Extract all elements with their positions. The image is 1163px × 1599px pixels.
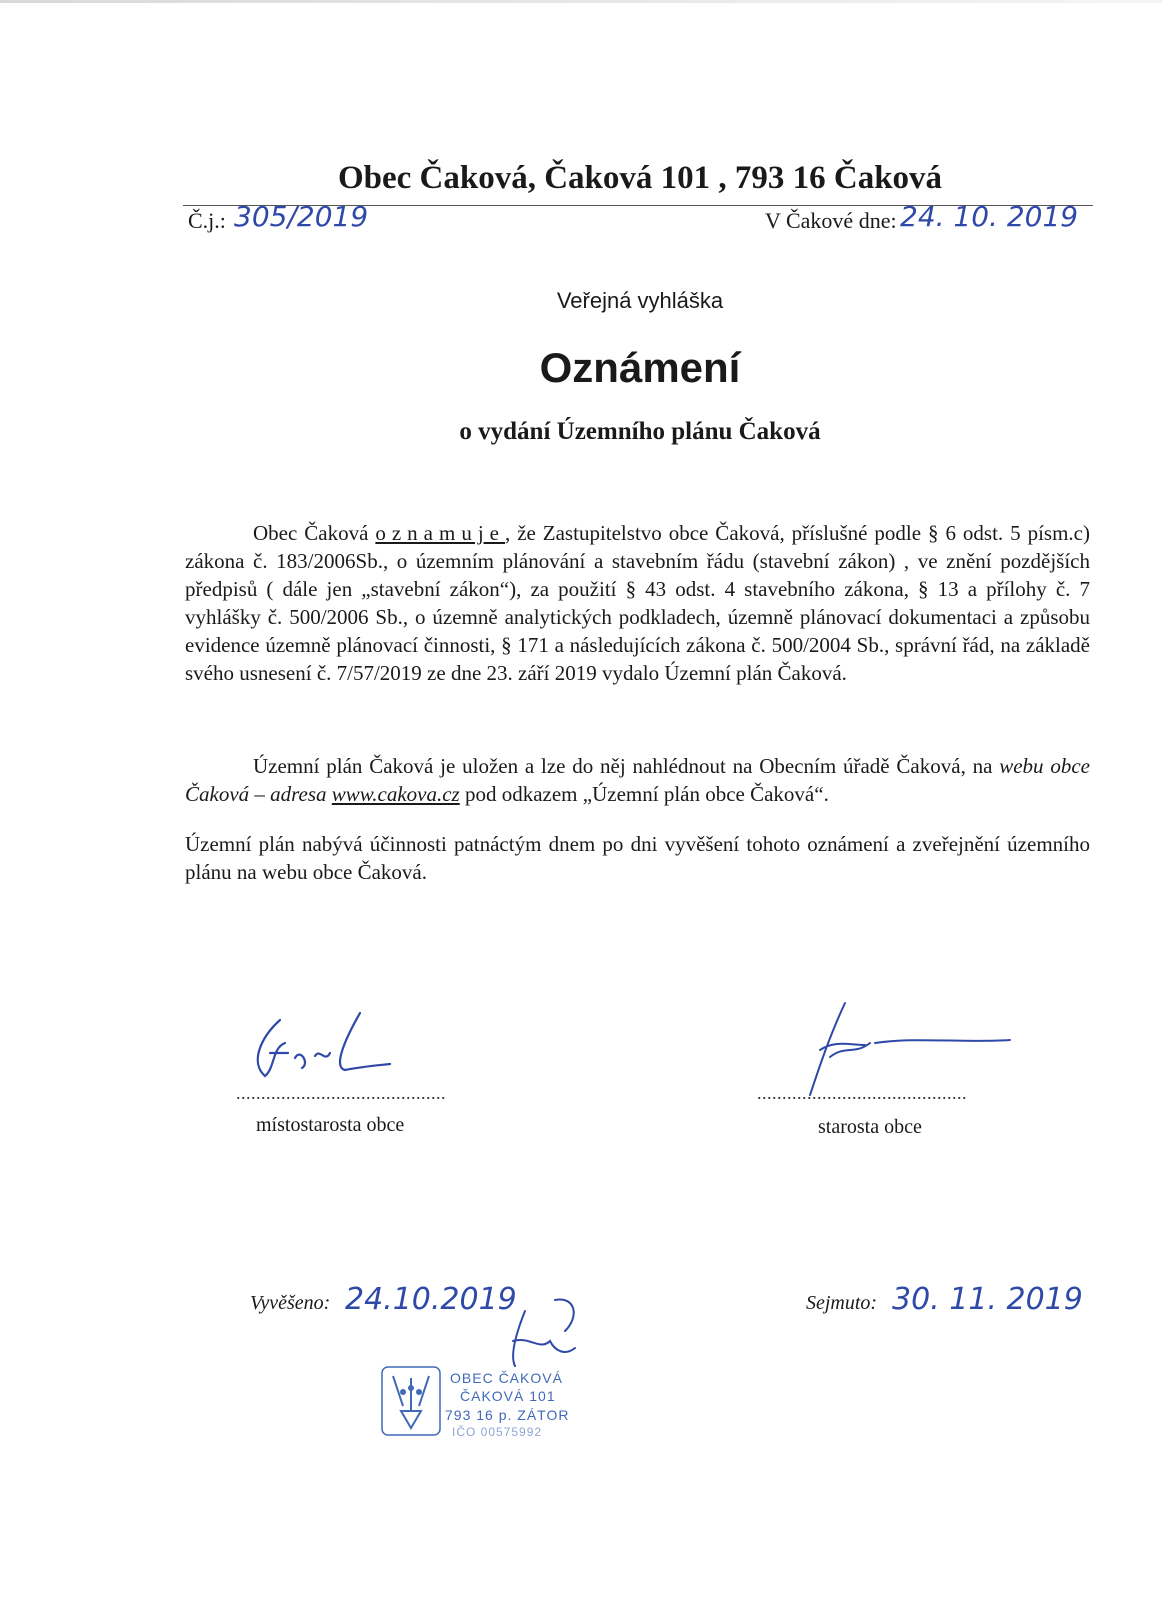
paragraph-announcement [185,519,1090,687]
paragraph-announcement-rest: , že Zastupitelstvo obce Čaková, příslušné podle § 6 odst. 5 písm.c) zákona č. 183/2006Sb., o územním plánování a stavebním řádu (stavební zákon) , ve znění pozdějších předpisů ( dále jen „stavební zákon“), za použití § 43 odst. 4 stavebního zákona, § 13 a přílohy č. 7 vyhlášky č. 500/2006 Sb., o územně analytických podkladech, územně plánovací dokumentaci a způsobu evidence územně plánovací činnosti, § 171 a následujících zákona č. 500/2004 Sb., správní řád, na základě svého usnesení č. 7/57/2019 ze dne 23. září 2019 vydalo Územní plán Čaková. [185,521,1090,685]
paragraph-availability-start: Územní plán Čaková je uložen a lze do něj nahlédnout na Obecním úřadě Čaková, na [253,754,1000,778]
paragraph-effectiveness: Územní plán nabývá účinnosti patnáctým dnem po dni vyvěšení tohoto oznámení a zveřejnění územního plánu na webu obce Čaková. [185,832,1090,884]
stamp-initials-signature [495,1296,605,1376]
scan-edge [0,0,1163,3]
posted-label: Vyvěšeno: [250,1292,331,1314]
announces-word: oznamuje [375,521,505,545]
public-notice-heading: Veřejná vyhláška [556,288,724,313]
document-subtitle: o vydání Územního plánu Čaková [459,418,821,445]
removed-label: Sejmuto: [806,1292,878,1314]
stamp-line-3: 793 16 p. ZÁTOR [445,1407,570,1423]
paragraph-availability-end: pod odkazem „Územní plán obce Čaková“. [459,782,829,806]
date-label: V Čakové dne: [765,208,897,233]
mayor-label: starosta obce [818,1116,922,1138]
website-link[interactable]: www.cakova.cz [331,782,460,806]
signature-line-left: .......................................... [236,1083,446,1103]
removed-date-handwritten: 30. 11. 2019 [892,1282,1083,1317]
letterhead-title: Obec Čaková, Čaková 101 , 793 16 Čaková [337,160,943,196]
reference-number-handwritten: 305/2019 [234,200,369,233]
document-title: Oznámení [539,344,741,391]
stamp-line-1: OBEC ČAKOVÁ [450,1370,563,1386]
deputy-mayor-signature [240,1008,420,1088]
posted-date-handwritten: 24.10.2019 [345,1282,517,1317]
stamp-line-2: ČAKOVÁ 101 [460,1388,556,1404]
date-handwritten: 24. 10. 2019 [900,200,1079,233]
paragraph-announcement-start: Obec Čaková [253,521,376,545]
stamp-line-4: IČO 00575992 [452,1425,543,1439]
website-phrase: webu obce Čaková – adresa [185,754,1090,806]
signature-line-right: .......................................... [757,1083,967,1103]
deputy-mayor-label: místostarosta obce [256,1114,405,1136]
reference-label: Č.j.: [188,208,226,233]
paragraph-availability [185,752,1090,808]
